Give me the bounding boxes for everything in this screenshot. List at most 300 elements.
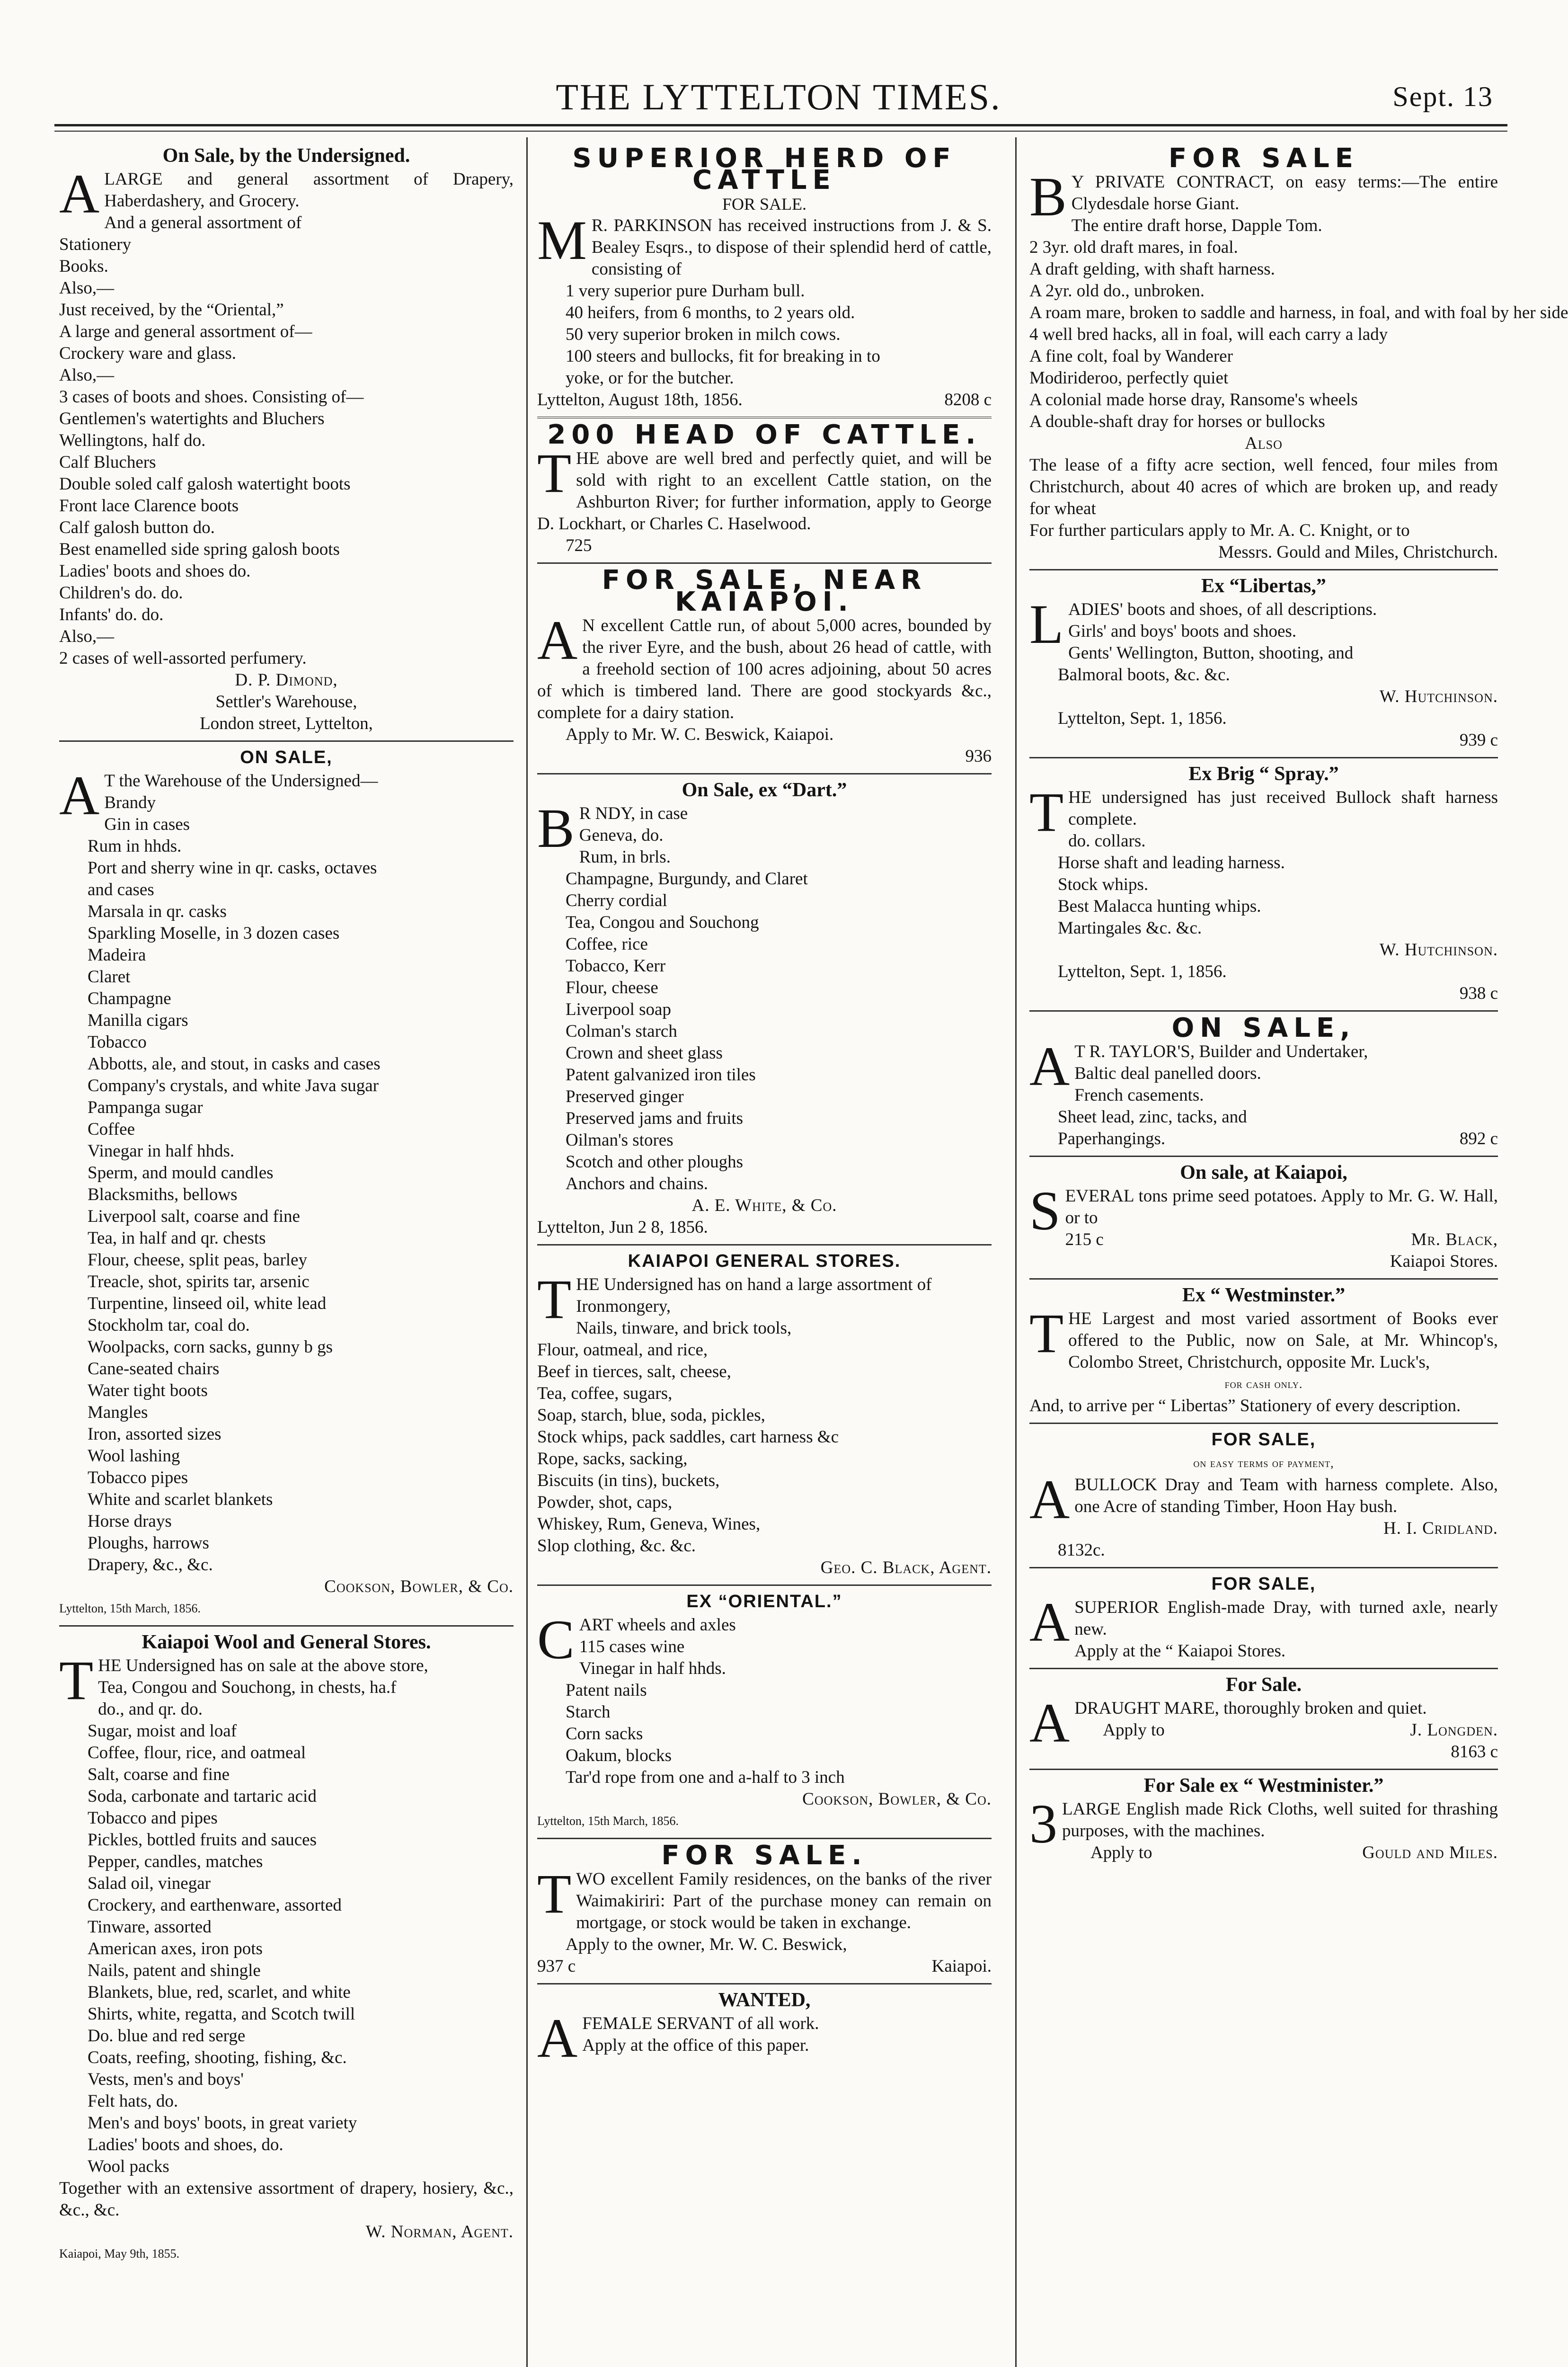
list-item: American axes, iron pots — [88, 1939, 263, 1958]
list-item: Rum, in brls. — [579, 847, 671, 867]
list-item: Champagne, Burgundy, and Claret — [566, 869, 808, 889]
list-item: Stationery — [59, 235, 132, 254]
list-item: Water tight boots — [88, 1381, 208, 1400]
advertisement — [59, 747, 514, 1620]
drop-cap: A — [1029, 1591, 1070, 1653]
list-item: A draft gelding, with shaft harness. — [1029, 259, 1275, 279]
date-line: Lyttelton, Sept. 1, 1856. — [1058, 962, 1227, 981]
list-item: Vinegar in half hhds. — [579, 1659, 726, 1678]
list-item: do. collars. — [1068, 831, 1146, 851]
ad-separator — [537, 1983, 992, 1984]
list-item: Port and sherry wine in qr. casks, octaves — [88, 858, 377, 878]
list-item: Pickles, bottled fruits and sauces — [88, 1830, 317, 1850]
footer-line: 215 c Mr. Black, — [1065, 1230, 1498, 1249]
item-list — [1029, 215, 1568, 433]
list-item: Oilman's stores — [566, 1130, 673, 1150]
advertisement — [537, 1989, 992, 2069]
list-item: Horse shaft and leading harness. — [1058, 853, 1285, 872]
list-item: Treacle, shot, spirits tar, arsenic — [88, 1272, 310, 1291]
signature: Cookson, Bowler, & Co. — [324, 1577, 514, 1596]
ad-intro: THE Undersigned has on hand a large assortment of — [537, 1268, 932, 1330]
date-line: Kaiapoi, May 9th, 1855. — [59, 2247, 180, 2260]
list-item: Girls' and boys' boots and shoes. — [1068, 622, 1297, 641]
ad-heading: ON SALE, — [240, 747, 333, 767]
ad-separator — [1029, 1156, 1498, 1157]
list-item: Tea, coffee, sugars, — [537, 1384, 673, 1403]
list-item: Sperm, and mould candles — [88, 1163, 274, 1183]
advertisement — [1029, 1429, 1498, 1561]
ad-intro: A T R. TAYLOR'S, Builder and Undertaker, — [1029, 1035, 1368, 1097]
list-item: Double soled calf galosh watertight boots — [59, 474, 351, 494]
drop-cap: B — [537, 797, 575, 859]
list-item: Ploughs, harrows — [88, 1533, 209, 1553]
ad-number: 938 c — [1459, 984, 1498, 1003]
ad-intro: M R. PARKINSON has received instructions from J. & S. Bealey Esqrs., to dispose of their splendid herd of cattle, consisting of — [537, 209, 992, 279]
list-item: A large and general assortment of— — [59, 322, 312, 341]
list-item: Balmoral boots, &c. &c. — [1058, 665, 1230, 685]
list-item: Soap, starch, blue, soda, pickles, — [537, 1406, 765, 1425]
ad-separator — [1029, 569, 1498, 570]
ad-number: 8163 c — [1451, 1742, 1498, 1762]
cash-note: for cash only. — [1224, 1377, 1303, 1391]
ad-heading: WANTED, — [718, 1989, 811, 2011]
ad-intro: A T the Warehouse of the Undersigned— — [59, 765, 378, 827]
list-item: Ladies' boots and shoes do. — [59, 561, 251, 581]
list-item: Ironmongery, — [576, 1297, 671, 1316]
list-item: Coffee — [88, 1120, 135, 1139]
list-item: Rope, sacks, sacking, — [537, 1449, 688, 1468]
signature: Cookson, Bowler, & Co. — [802, 1789, 992, 1809]
list-item: 115 cases wine — [579, 1637, 685, 1656]
drop-cap: A — [59, 765, 100, 827]
list-item: Crockery ware and glass. — [59, 344, 236, 363]
list-item: Felt hats, do. — [88, 2091, 178, 2111]
ad-separator — [1029, 1668, 1498, 1669]
advertisement — [1029, 1162, 1498, 1272]
list-item: Gin in cases — [104, 815, 190, 834]
ad-heading: For Sale ex “ Westminister.” — [1143, 1775, 1384, 1797]
signature: W. Hutchinson. — [1379, 940, 1498, 960]
ad-separator — [1029, 1423, 1498, 1424]
ad-number: 725 — [566, 536, 592, 555]
list-item: Front lace Clarence boots — [59, 496, 239, 516]
ad-intro: THE Undersigned has on sale at the above store, — [59, 1649, 428, 1711]
list-item: Pampanga sugar — [88, 1098, 203, 1117]
list-item: Stock whips. — [1058, 875, 1149, 894]
footer-line: 937 c Kaiapoi. — [537, 1957, 992, 1976]
advertisement — [537, 565, 992, 767]
item-list — [537, 1636, 992, 1789]
list-item: Best Malacca hunting whips. — [1058, 897, 1261, 916]
list-item: Abbotts, ale, and stout, in casks and cases — [88, 1054, 381, 1074]
list-item: Soda, carbonate and tartaric acid — [88, 1787, 317, 1806]
list-item: Liverpool salt, coarse and fine — [88, 1207, 300, 1226]
list-item: A fine colt, foal by Wanderer — [1029, 347, 1233, 366]
advertisement — [537, 1840, 992, 1977]
ad-intro: CART wheels and axles — [537, 1609, 736, 1671]
ad-separator — [537, 1838, 992, 1839]
list-item: Tea, Congou and Souchong, in chests, ha.f — [98, 1678, 397, 1697]
list-item: Woolpacks, corn sacks, gunny b gs — [88, 1337, 333, 1357]
ad-heading: FOR SALE. — [661, 1840, 868, 1871]
ad-heading: For Sale. — [1225, 1674, 1302, 1696]
advertisement — [537, 1591, 992, 1832]
list-item: Also,— — [59, 627, 115, 646]
list-item: Slop clothing, &c. &c. — [537, 1536, 696, 1556]
list-item: Do. blue and red serge — [88, 2026, 246, 2046]
list-item: Patent nails — [566, 1681, 647, 1700]
ad-heading: On Sale, by the Undersigned. — [162, 145, 410, 167]
list-item: Best enamelled side spring galosh boots — [59, 540, 340, 559]
list-item: Rum in hhds. — [88, 836, 182, 856]
list-item: Calf Bluchers — [59, 453, 156, 472]
list-item: Tobacco, Kerr — [566, 956, 666, 976]
list-item: Madeira — [88, 945, 146, 965]
list-item: Stockholm tar, coal do. — [88, 1316, 250, 1335]
ad-body: AFEMALE SERVANT of all work. Apply at the office of this paper. — [537, 2007, 819, 2069]
list-item: Horse drays — [88, 1512, 172, 1531]
list-item: Colman's starch — [566, 1022, 677, 1041]
column-divider — [526, 137, 528, 2367]
ad-heading: ON SALE, — [1171, 1013, 1356, 1043]
ad-number: 8132c. — [1058, 1540, 1105, 1560]
list-item: Marsala in qr. casks — [88, 902, 227, 921]
list-item: Baltic deal panelled doors. — [1074, 1064, 1261, 1083]
list-item: do., and qr. do. — [98, 1700, 203, 1719]
list-item: Pepper, candles, matches — [88, 1852, 263, 1871]
list-item: Gentlemen's watertights and Bluchers — [59, 409, 325, 428]
list-item: 40 heifers, from 6 months, to 2 years old. — [566, 303, 855, 322]
drop-cap: T — [537, 1863, 572, 1925]
ad-number: 939 c — [1459, 730, 1498, 750]
signature: W. Hutchinson. — [1379, 687, 1498, 706]
item-list — [537, 1296, 992, 1557]
footer-line: Paperhangings. 892 c — [1058, 1129, 1498, 1148]
list-item: Modirideroo, perfectly quiet — [1029, 368, 1229, 388]
column-1 — [59, 142, 514, 2367]
list-item: Gents' Wellington, Button, shooting, and — [1068, 643, 1354, 663]
list-item: 3 cases of boots and shoes. Consisting of— — [59, 387, 364, 407]
drop-cap: S — [1029, 1180, 1061, 1242]
list-item: Starch — [566, 1702, 611, 1722]
list-item: Tar'd rope from one and a-half to 3 inch — [566, 1768, 845, 1787]
date-line: Lyttelton, 15th March, 1856. — [59, 1602, 201, 1615]
list-item: Books. — [59, 257, 108, 276]
ad-heading: Ex “Libertas,” — [1201, 575, 1326, 597]
list-item: Champagne — [88, 989, 171, 1008]
advertisement — [1029, 1284, 1498, 1417]
ad-heading: Kaiapoi Wool and General Stores. — [142, 1631, 431, 1653]
drop-cap: A — [537, 609, 578, 671]
ad-heading: On sale, at Kaiapoi, — [1180, 1162, 1347, 1184]
list-item: Children's do. do. — [59, 583, 183, 603]
ad-heading: Ex “ Westminster.” — [1182, 1284, 1346, 1306]
list-item: Cane-seated chairs — [88, 1359, 220, 1379]
list-item: Nails, patent and shingle — [88, 1961, 261, 1980]
ad-heading: FOR SALE, — [1211, 1430, 1316, 1450]
list-item: Scotch and other ploughs — [566, 1152, 744, 1172]
drop-cap: A — [537, 2007, 578, 2069]
advertisement — [1029, 1674, 1498, 1763]
ad-body: 3 LARGE English made Rick Cloths, well suited for thrashing purposes, with the machines. — [1029, 1793, 1498, 1855]
ad-body: ADRAUGHT MARE, thoroughly broken and quiet. — [1029, 1692, 1427, 1754]
list-item: A colonial made horse dray, Ransome's wheels — [1029, 390, 1358, 409]
signature: Geo. C. Black, Agent. — [820, 1558, 992, 1577]
ad-body: ABULLOCK Dray and Team with harness complete. Also, one Acre of standing Timber, Hoon Hay bush. — [1029, 1468, 1498, 1531]
list-item: Patent galvanized iron tiles — [566, 1065, 756, 1085]
ad-heading: EX “ORIENTAL.” — [686, 1592, 842, 1611]
list-item: Claret — [88, 967, 131, 987]
date-line: Lyttelton, Jun 2 8, 1856. — [537, 1218, 708, 1237]
list-item: 2 3yr. old draft mares, in foal. — [1029, 238, 1238, 257]
date-line: Lyttelton, 15th March, 1856. — [537, 1814, 679, 1828]
list-item: The entire draft horse, Dapple Tom. — [1071, 216, 1322, 235]
ad-separator — [537, 562, 992, 564]
list-item: Flour, cheese, split peas, barley — [88, 1250, 307, 1270]
ad-heading: On Sale, ex “Dart.” — [682, 779, 847, 801]
ad-number: 936 — [965, 747, 992, 766]
ad-intro: B R NDY, in case — [537, 797, 688, 859]
list-item: Coffee, rice — [566, 934, 648, 954]
column-divider — [1015, 137, 1017, 2367]
list-item: Also,— — [59, 278, 115, 298]
lease-text: The lease of a fifty acre section, well fenced, four miles from Christchurch, about 40 acres of which are broken up, and ready for wheat — [1029, 455, 1498, 518]
ad-body: THE Largest and most varied assortment of Books ever offered to the Public, now on Sale, at Mr. Whincop's, Colombo Street, Christchurch, opposite Mr. Luck's, — [1029, 1302, 1498, 1372]
advertisement — [1029, 1573, 1498, 1662]
list-item: Tobacco pipes — [88, 1468, 188, 1487]
item-list — [537, 280, 992, 389]
list-item: Blankets, blue, red, scarlet, and white — [88, 1983, 351, 2002]
list-item: A roam mare, broken to saddle and harness, in foal, and with foal by her side — [1029, 303, 1568, 322]
list-item: Brandy — [104, 793, 156, 812]
drop-cap: T — [537, 442, 572, 504]
ad-separator — [1029, 1567, 1498, 1568]
item-list — [59, 1677, 514, 2178]
issue-date: Sept. 13 — [1392, 81, 1493, 112]
list-item: Powder, shot, caps, — [537, 1493, 673, 1512]
ad-separator — [1029, 1010, 1498, 1012]
list-item: And a general assortment of — [104, 213, 302, 232]
ad-separator — [537, 1584, 992, 1586]
list-item: Stock whips, pack saddles, cart harness &c — [537, 1427, 839, 1447]
also-label: Also — [1245, 434, 1283, 453]
drop-cap: M — [537, 209, 587, 271]
signature: Messrs. Gould and Miles, Christchurch. — [1218, 543, 1498, 562]
ad-body: A N excellent Cattle run, of about 5,000 acres, bounded by the river Eyre, and the bush, about 26 head of cattle, with a freehold section of 100 acres adjoining, about 50 acres of which is timbered land. There are good stockyards &c., complete for a dairy station. — [537, 609, 992, 722]
drop-cap: A — [1029, 1035, 1070, 1097]
ad-separator — [537, 417, 992, 418]
ad-heading: FOR SALE — [1168, 143, 1359, 174]
advertisement — [537, 143, 992, 411]
signature: D. P. Dimond, — [235, 670, 338, 690]
item-list — [59, 792, 514, 1576]
drop-cap: A — [1029, 1692, 1070, 1754]
ad-heading: Ex Brig “ Spray.” — [1188, 763, 1339, 785]
list-item: Company's crystals, and white Java sugar — [88, 1076, 379, 1095]
list-item: Geneva, do. — [579, 826, 664, 845]
list-item: Anchors and chains. — [566, 1174, 709, 1193]
ad-separator — [59, 1625, 514, 1627]
list-item: 4 well bred hacks, all in foal, will each carry a lady — [1029, 325, 1388, 344]
list-item: Calf galosh button do. — [59, 518, 215, 537]
list-item: Sheet lead, zinc, tacks, and — [1058, 1107, 1247, 1127]
address: London street, Lyttelton, — [200, 714, 373, 733]
ad-separator — [537, 1244, 992, 1246]
list-item: Liverpool soap — [566, 1000, 671, 1019]
item-list — [1029, 1063, 1498, 1128]
advertisement — [59, 1631, 514, 2265]
drop-cap: 3 — [1029, 1793, 1057, 1855]
list-item: Tea, Congou and Souchong — [566, 913, 759, 932]
advertisement — [1029, 143, 1568, 563]
apply-line: Apply to Mr. W. C. Beswick, Kaiapoi. — [566, 725, 834, 744]
drop-cap: A — [1029, 1468, 1070, 1531]
advertisement — [537, 419, 992, 557]
apply-line: Apply at the “ Kaiapoi Stores. — [1074, 1641, 1286, 1661]
list-item: 50 very superior broken in milch cows. — [566, 325, 841, 344]
list-item: Vests, men's and boys' — [88, 2070, 244, 2089]
list-item: Tobacco — [88, 1032, 147, 1052]
list-item: Men's and boys' boots, in great variety — [88, 2113, 357, 2133]
ad-subheading: on easy terms of payment, — [1193, 1456, 1334, 1470]
newspaper-title: THE LYTTELTON TIMES. — [556, 76, 1001, 117]
list-item: Infants' do. do. — [59, 605, 164, 624]
list-item: Preserved jams and fruits — [566, 1109, 744, 1128]
list-item: Vinegar in half hhds. — [88, 1141, 235, 1161]
address: Kaiapoi Stores. — [1390, 1252, 1498, 1271]
drop-cap: A — [59, 163, 100, 225]
advertisement — [537, 1250, 992, 1579]
list-item: and cases — [88, 880, 154, 899]
ad-intro: SEVERAL tons prime seed potatoes. Apply to Mr. G. W. Hall, or to — [1029, 1180, 1498, 1242]
list-item: Cherry cordial — [566, 891, 667, 910]
advertisement — [59, 145, 514, 735]
list-item: Coats, reefing, shooting, fishing, &c. — [88, 2048, 347, 2067]
apply-line: Apply to the owner, Mr. W. C. Beswick, — [566, 1935, 847, 1954]
drop-cap: T — [537, 1268, 572, 1330]
list-item: Wellingtons, half do. — [59, 431, 206, 450]
list-item: Tobacco and pipes — [88, 1808, 218, 1828]
list-item: Sparkling Moselle, in 3 dozen cases — [88, 924, 340, 943]
item-list — [1029, 830, 1498, 939]
list-item: White and scarlet blankets — [88, 1490, 273, 1509]
ad-separator — [1029, 1278, 1498, 1280]
ad-heading: 200 HEAD OF CATTLE. — [547, 419, 982, 450]
list-item: Nails, tinware, and brick tools, — [576, 1318, 792, 1338]
list-item: Tea, in half and qr. chests — [88, 1228, 266, 1248]
list-item: Oakum, blocks — [566, 1746, 672, 1765]
list-item: Crown and sheet glass — [566, 1043, 723, 1063]
list-item: Beef in tierces, salt, cheese, — [537, 1362, 731, 1381]
ad-body-2: And, to arrive per “ Libertas” Stationery of every description. — [1029, 1396, 1461, 1415]
advertisement — [1029, 1013, 1498, 1150]
ad-heading: FOR SALE, NEAR KAIAPOI. — [602, 565, 927, 617]
drop-cap: C — [537, 1609, 575, 1671]
ad-intro: THE undersigned has just received Bullock shaft harness complete. — [1029, 781, 1498, 843]
list-item: Martingales &c. &c. — [1058, 918, 1202, 938]
signature: A. E. White, & Co. — [691, 1196, 837, 1215]
list-item: 100 steers and bullocks, fit for breaking in to — [566, 347, 880, 366]
drop-cap: L — [1029, 593, 1064, 655]
column-3 — [1029, 142, 1568, 2367]
list-item: Salt, coarse and fine — [88, 1765, 230, 1784]
list-item: Coffee, flour, rice, and oatmeal — [88, 1743, 306, 1762]
masthead-rule — [54, 124, 1507, 126]
item-list — [59, 212, 514, 669]
ad-separator — [59, 740, 514, 742]
list-item: 2 cases of well-assorted perfumery. — [59, 649, 307, 668]
list-item: Biscuits (in tins), buckets, — [537, 1471, 720, 1490]
list-item: Also,— — [59, 365, 115, 385]
ad-intro: ALARGE and general assortment of Drapery, Haberdashery, and Grocery. — [59, 163, 514, 225]
ad-heading: FOR SALE, — [1211, 1574, 1316, 1594]
ad-separator — [1029, 757, 1498, 758]
list-item: Turpentine, linseed oil, white lead — [88, 1294, 327, 1313]
ad-separator — [1029, 1769, 1498, 1770]
advertisement — [537, 779, 992, 1238]
ad-intro: B Y PRIVATE CONTRACT, on easy terms:—The entire Clydesdale horse Giant. — [1029, 166, 1498, 228]
date-line: Lyttelton, Sept. 1, 1856. — [1058, 709, 1227, 728]
list-item: A 2yr. old do., unbroken. — [1029, 281, 1205, 301]
footer-line: Apply to J. Longden. — [1103, 1720, 1498, 1740]
list-item: Manilla cigars — [88, 1011, 188, 1030]
ad-heading: SUPERIOR HERD OF CATTLE — [572, 143, 957, 196]
masthead-rule-thin — [54, 131, 1507, 132]
advertisement — [1029, 1775, 1498, 1864]
drop-cap: T — [1029, 781, 1064, 843]
list-item: Wool lashing — [88, 1446, 180, 1466]
ad-body: TWO excellent Family residences, on the banks of the river Waimakiriri: Part of the purchase money can remain on mortgage, or stock would be taken in exchange. — [537, 1863, 992, 1932]
drop-cap: B — [1029, 166, 1067, 228]
list-item: Flour, oatmeal, and rice, — [537, 1340, 708, 1360]
ad-separator — [537, 773, 992, 774]
list-item: French casements. — [1074, 1086, 1204, 1105]
closing-text: Together with an extensive assortment of drapery, hosiery, &c., &c., &c. — [59, 2179, 514, 2220]
ad-intro: LADIES' boots and shoes, of all descriptions. — [1029, 593, 1377, 655]
list-item: Whiskey, Rum, Geneva, Wines, — [537, 1514, 761, 1534]
address: Settler's Warehouse, — [215, 692, 357, 712]
footer-line: Lyttelton, August 18th, 1856. 8208 c — [537, 390, 992, 409]
list-item: Tinware, assorted — [88, 1917, 212, 1937]
list-item: Just received, by the “Oriental,” — [59, 300, 284, 320]
list-item: Ladies' boots and shoes, do. — [88, 2135, 283, 2154]
apply-line: For further particulars apply to Mr. A. C. Knight, or to — [1029, 521, 1410, 540]
list-item: 1 very superior pure Durham bull. — [566, 281, 805, 301]
drop-cap: T — [1029, 1302, 1064, 1364]
list-item: Iron, assorted sizes — [88, 1424, 221, 1444]
list-item: Drapery, &c., &c. — [88, 1555, 213, 1575]
list-item: Flour, cheese — [566, 978, 658, 997]
footer-line: Apply to Gould and Miles. — [1090, 1843, 1498, 1862]
list-item: Corn sacks — [566, 1724, 643, 1744]
item-list — [537, 825, 992, 1195]
advertisement — [1029, 763, 1498, 1005]
ad-heading: KAIAPOI GENERAL STORES. — [628, 1251, 901, 1271]
drop-cap: T — [59, 1649, 94, 1711]
list-item: Crockery, and earthenware, assorted — [88, 1895, 342, 1915]
list-item: Sugar, moist and loaf — [88, 1721, 237, 1741]
list-item: Blacksmiths, bellows — [88, 1185, 238, 1204]
list-item: Mangles — [88, 1403, 148, 1422]
item-list — [1029, 621, 1498, 686]
list-item: Preserved ginger — [566, 1087, 684, 1106]
column-2 — [537, 142, 992, 2367]
list-item: A double-shaft dray for horses or bullocks — [1029, 412, 1325, 431]
list-item: yoke, or for the butcher. — [566, 368, 734, 388]
signature: H. I. Cridland. — [1383, 1519, 1498, 1538]
list-item: Wool packs — [88, 2157, 169, 2176]
ad-body: THE above are well bred and perfectly quiet, and will be sold with right to an excellent Cattle station, on the Ashburton River; for further information, apply to George D. Lockhart, or Charles C. Haselwood. — [537, 442, 992, 534]
